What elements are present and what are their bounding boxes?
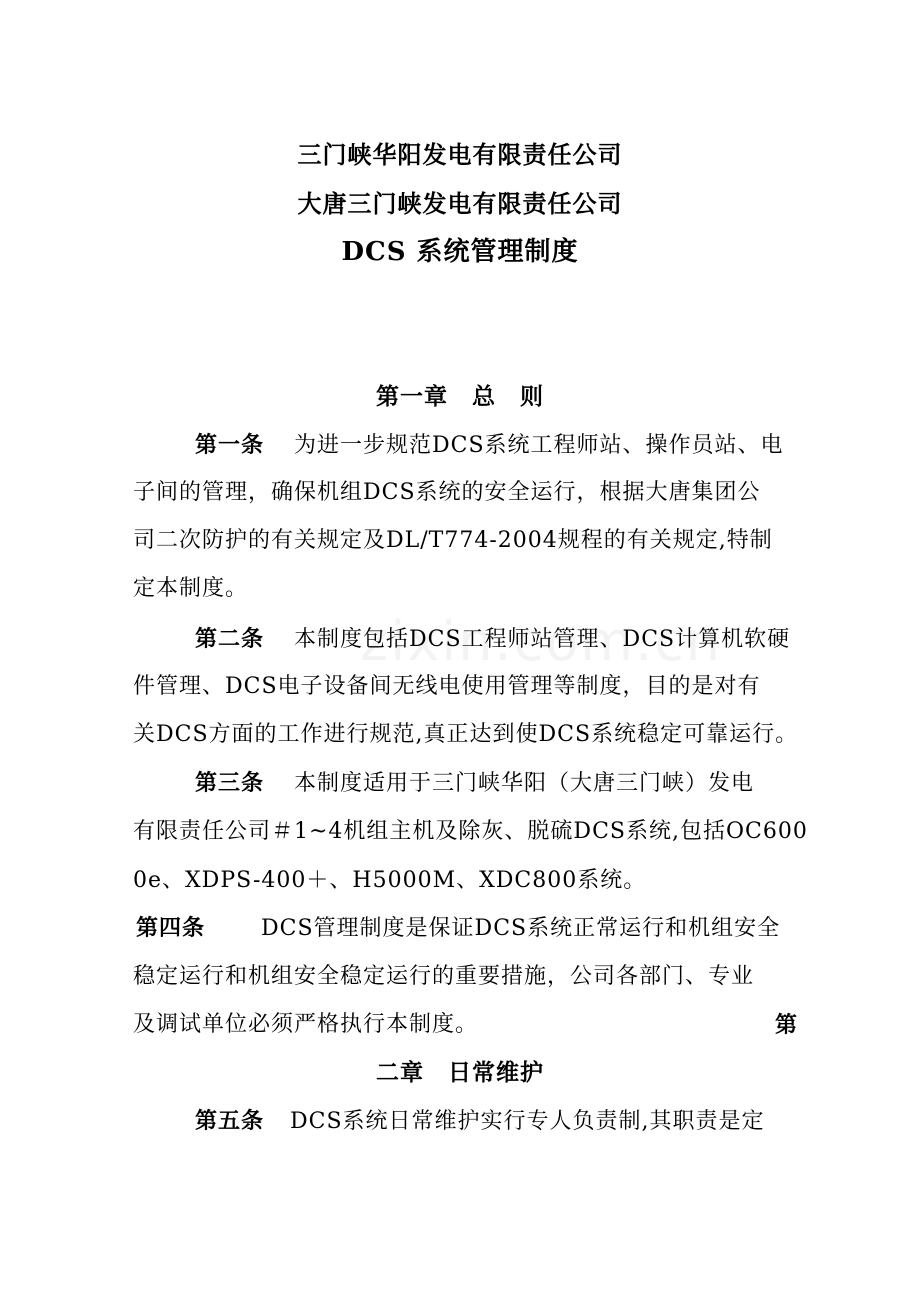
article-2-line-1	[195, 624, 790, 655]
article-4-line-1	[136, 913, 780, 944]
article-5-text-1: DCS系统日常维护实行专人负责制,其职责是定	[290, 1109, 765, 1134]
article-3-line-1	[195, 768, 754, 799]
chapter-1-heading: 第一章 总 则	[376, 383, 544, 410]
company-name-2: 大唐三门峡发电有限责任公司	[297, 189, 623, 218]
chapter-2-heading: 二章 日常维护	[376, 1059, 544, 1086]
article-4-text-1: DCS管理制度是保证DCS系统正常运行和机组安全	[261, 916, 781, 941]
article-3-text-1: 本制度适用于三门峡华阳（大唐三门峡）发电	[294, 771, 755, 796]
article-4-line-3: 及调试单位必须严格执行本制度。	[133, 1012, 479, 1037]
article-3-label: 第三条	[195, 770, 265, 796]
article-2-label: 第二条	[195, 626, 265, 652]
article-3-line-2: 有限责任公司＃1~4机组主机及除灰、脱硫DCS系统,包括OC600	[133, 819, 808, 844]
article-1-line-3: 司二次防护的有关规定及DL/T774-2004规程的有关规定,特制	[133, 528, 773, 553]
article-4-label: 第四条	[136, 915, 206, 941]
article-4-trailing-char: 第	[775, 1012, 799, 1038]
article-3-line-3: 0e、XDPS-400＋、H5000M、XDC800系统。	[133, 868, 647, 893]
article-4-line-2: 稳定运行和机组安全稳定运行的重要措施，公司各部门、专业	[133, 964, 755, 989]
article-1-text-1: 为进一步规范DCS系统工程师站、操作员站、电	[294, 433, 784, 458]
article-1-line-4: 定本制度。	[133, 576, 249, 601]
article-5-label: 第五条	[195, 1108, 265, 1134]
article-2-line-2: 件管理、DCS电子设备间无线电使用管理等制度，目的是对有	[133, 674, 761, 699]
document-title: DCS 系统管理制度	[341, 237, 579, 267]
article-1-line-2: 子间的管理，确保机组DCS系统的安全运行，根据大唐集团公	[133, 480, 761, 505]
article-5-line-1	[195, 1106, 765, 1137]
article-1-label: 第一条	[195, 432, 265, 458]
article-1-line-1	[195, 430, 784, 461]
company-name-1: 三门峡华阳发电有限责任公司	[297, 140, 623, 169]
article-2-text-1: 本制度包括DCS工程师站管理、DCS计算机软硬	[294, 627, 791, 652]
article-2-line-3: 关DCS方面的工作进行规范,真正达到使DCS系统稳定可靠运行。	[133, 722, 799, 747]
